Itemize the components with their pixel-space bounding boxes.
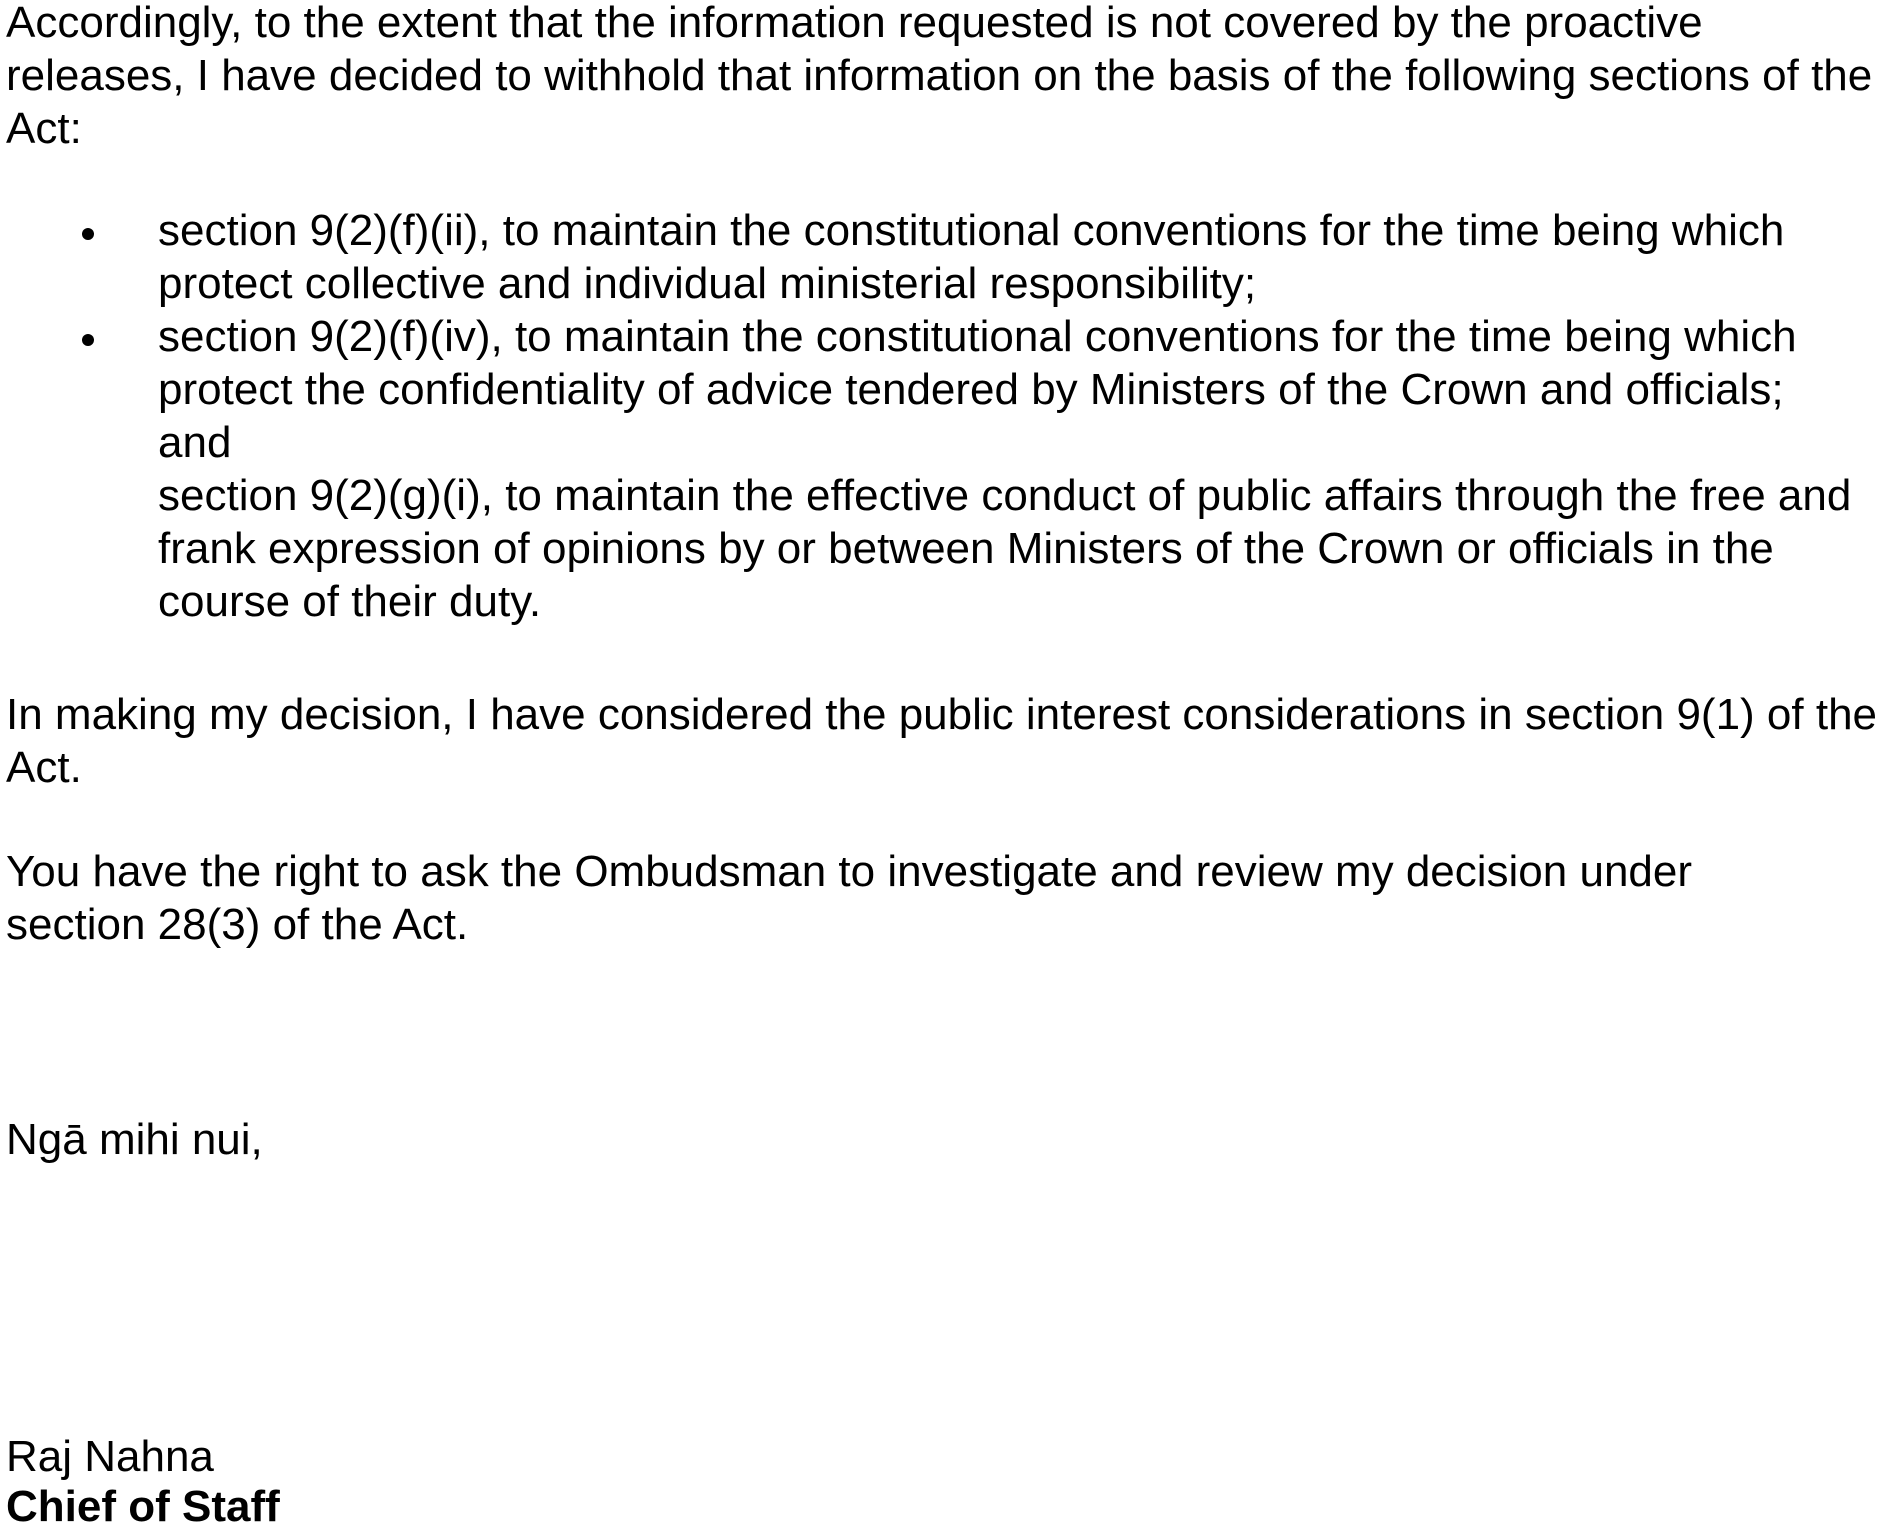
- public-interest-paragraph: In making my decision, I have considered the public interest considerations in section 9(1) of the Act.: [6, 690, 1878, 792]
- intro-paragraph: Accordingly, to the extent that the information requested is not covered by the proactive releases, I have decided to withhold that information on the basis of the following sections of the Act:: [6, 0, 1873, 153]
- list-item: section 9(2)(f)(iv), to maintain the constitutional conventions for the time being which protect the confidentiality of advice tendered by Ministers of the Crown and officials; and: [6, 310, 1858, 469]
- list-item: section 9(2)(f)(ii), to maintain the constitutional conventions for the time being which protect collective and individual ministerial responsibility;: [6, 204, 1858, 310]
- signatory-title: Chief of Staff: [6, 1482, 280, 1531]
- closing-salutation: Ngā mihi nui,: [6, 1115, 263, 1164]
- list-item: section 9(2)(g)(i), to maintain the effective conduct of public affairs through the free and frank expression of opinions by or between Ministers of the Crown or officials in the course of their duty.: [158, 471, 1852, 626]
- signatory-name: Raj Nahna: [6, 1432, 214, 1481]
- withholding-sections-list: [6, 204, 1882, 628]
- ombudsman-paragraph: You have the right to ask the Ombudsman to investigate and review my decision under section 28(3) of the Act.: [6, 847, 1693, 949]
